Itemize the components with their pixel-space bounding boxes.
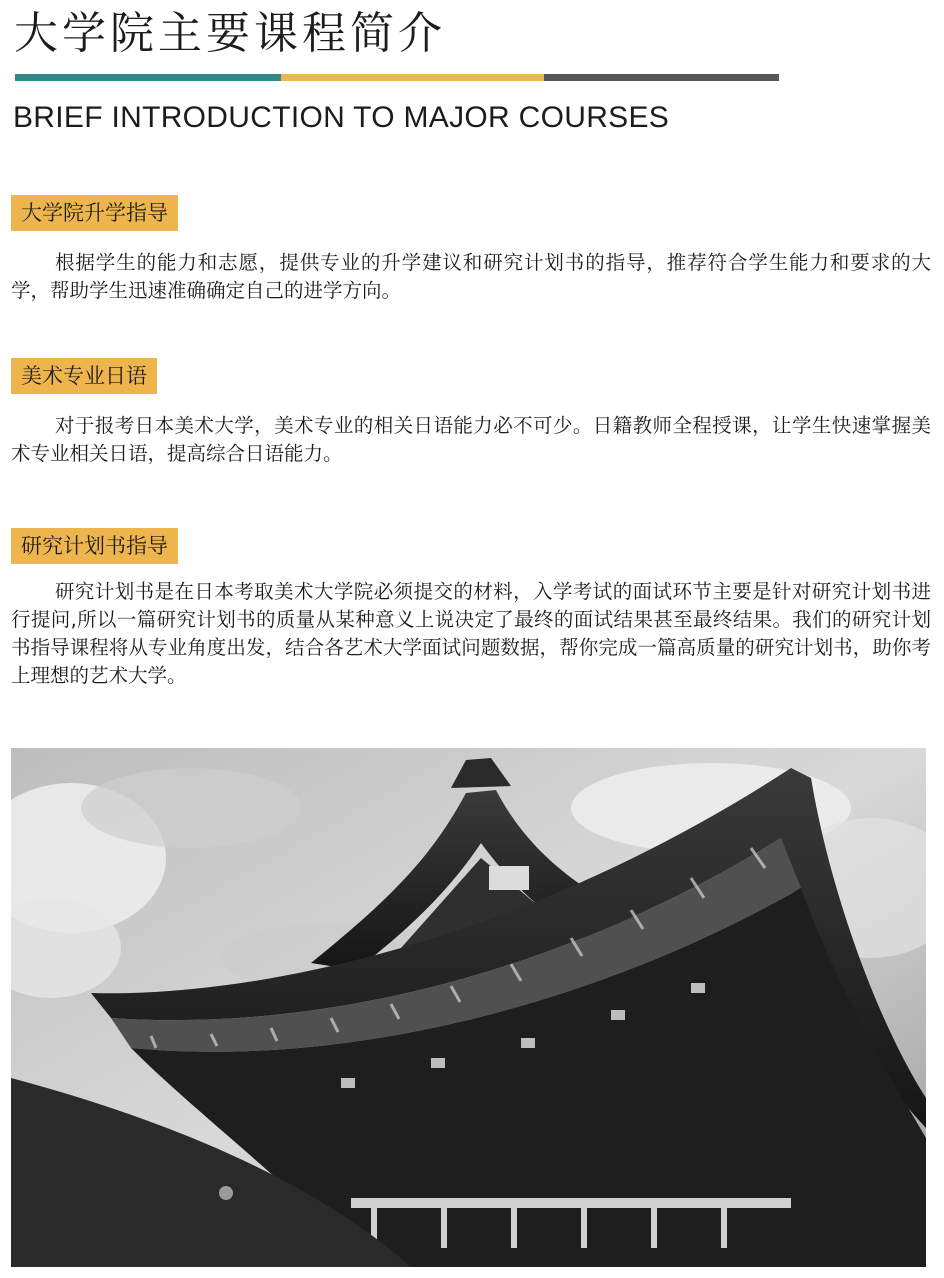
section-text-graduate-guidance: 根据学生的能力和志愿，提供专业的升学建议和研究计划书的指导，推荐符合学生能力和要求的大学，帮助学生迅速准确确定自己的进学方向。 xyxy=(11,251,931,302)
title-underline-gold xyxy=(281,74,544,81)
temple-illustration xyxy=(11,748,926,1267)
section-label-research-plan: 研究计划书指导 xyxy=(11,528,178,564)
page-title: 大学院主要课程简介 xyxy=(14,8,446,59)
section-label-graduate-guidance: 大学院升学指导 xyxy=(11,195,178,231)
title-underline-gray xyxy=(544,74,779,81)
temple-photo xyxy=(11,748,926,1267)
section-text-art-japanese: 对于报考日本美术大学，美术专业的相关日语能力必不可少。日籍教师全程授课，让学生快速掌握美术专业相关日语，提高综合日语能力。 xyxy=(11,414,931,465)
page-subtitle: BRIEF INTRODUCTION TO MAJOR COURSES xyxy=(13,101,670,134)
section-text-research-plan: 研究计划书是在日本考取美术大学院必须提交的材料，入学考试的面试环节主要是针对研究计划书进行提问,所以一篇研究计划书的质量从某种意义上说决定了最终的面试结果甚至最终结果。我们的研究计划书指导课程将从专业角度出发，结合各艺术大学面试问题数据，帮你完成一篇高质量的研究计划书，助你考上理想的艺术大学。 xyxy=(11,580,931,687)
section-label-art-japanese: 美术专业日语 xyxy=(11,358,157,394)
title-underline-teal xyxy=(15,74,281,81)
